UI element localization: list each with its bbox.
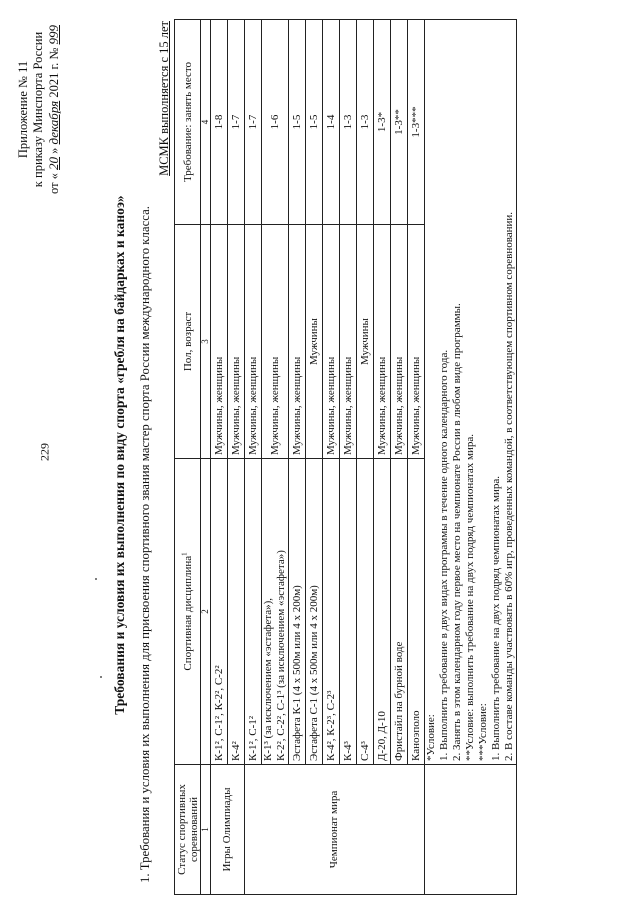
status-olympic-games: Игры Олимпиады: [211, 765, 245, 895]
note-line: 2. Занять в этом календарном году первое место на чемпионате России в любом виде программы.: [451, 303, 463, 761]
column-number-row: [201, 20, 211, 895]
place-cell: 1-3**: [391, 20, 408, 225]
document-title: Требования и условия их выполнения по виду спорта «гребля на байдарках и каноэ»: [112, 195, 127, 715]
requirements-table: [174, 19, 517, 895]
table-row: [228, 20, 245, 895]
place-cell: 1-3***: [408, 20, 425, 225]
appendix-number: Приложение № 11: [16, 60, 30, 159]
gender-cell: Мужчины, женщины: [211, 225, 228, 459]
notes-row: [425, 20, 517, 895]
gender-cell: Мужчины: [306, 225, 323, 459]
order-date-line: от « 20 » декабря 2021 г. № 999: [46, 25, 61, 195]
discipline-cell: Эстафета С-1 (4 х 500м или 4 х 200м): [306, 459, 323, 765]
table-row: [262, 20, 289, 895]
gender-cell: Мужчины, женщины: [408, 225, 425, 459]
header-status: Статус спортивных соревнований: [175, 765, 201, 895]
gender-cell: Мужчины, женщины: [323, 225, 340, 459]
table-row: [374, 20, 391, 895]
column-number: 2: [201, 459, 211, 765]
place-cell: 1-3: [340, 20, 357, 225]
place-cell: 1-4: [323, 20, 340, 225]
order-reference: к приказу Минспорта России: [31, 31, 45, 188]
header-requirement: Требование: занять место: [175, 20, 201, 225]
gender-cell: Мужчины, женщины: [262, 225, 289, 459]
note-line: 1. Выполнить требование на двух подряд чемпионатах мира.: [490, 475, 502, 761]
header-gender-age: Пол, возраст: [175, 225, 201, 459]
gender-cell: Мужчины, женщины: [289, 225, 306, 459]
note-line: **Условие: выполнить требование на двух подряд чемпионатах мира.: [464, 434, 476, 761]
section-title: 1. Требования и условия их выполнения для присвоения спортивного звания мастер спорта России международного класса.: [138, 206, 152, 883]
order-day: 20: [46, 156, 61, 170]
discipline-cell: Каноэполо: [408, 459, 425, 765]
table-row: [340, 20, 357, 895]
page-number: 229: [37, 443, 52, 461]
order-month: декабря: [46, 100, 61, 145]
place-cell: 1-5: [306, 20, 323, 225]
notes-left-cell: [425, 765, 517, 895]
gender-cell: Мужчины, женщины: [340, 225, 357, 459]
table-row: [289, 20, 306, 895]
table-row: [391, 20, 408, 895]
note-line: 1. Выполнить требование в двух видах программы в течение одного календарного года.: [438, 349, 450, 761]
column-number: 3: [201, 225, 211, 459]
note-line: ***Условие:: [477, 703, 489, 761]
place-cell: 1-7: [245, 20, 262, 225]
gender-cell: Мужчины: [357, 225, 374, 459]
place-cell: 1-3: [357, 20, 374, 225]
discipline-cell: К-1², С-1²: [245, 459, 262, 765]
place-cell: 1-7: [228, 20, 245, 225]
discipline-cell: К-4³: [340, 459, 357, 765]
discipline-cell: Д-20, Д-10: [374, 459, 391, 765]
gender-cell: Мужчины, женщины: [245, 225, 262, 459]
discipline-cell: К-1², С-1², К-2², С-2²: [211, 459, 228, 765]
gender-cell: Мужчины, женщины: [228, 225, 245, 459]
note-line: 2. В составе команды участвовать в 60% игр, проведенных командой, в соответствующем спортивном соревновании.: [503, 211, 515, 761]
table-row: [323, 20, 340, 895]
table-row: [306, 20, 323, 895]
gender-cell: Мужчины, женщины: [391, 225, 408, 459]
rotated-page: [10, 15, 630, 895]
discipline-cell: Фристайл на бурной воде: [391, 459, 408, 765]
column-number: 1: [201, 765, 211, 895]
place-cell: 1-5: [289, 20, 306, 225]
table-row: [245, 20, 262, 895]
header-discipline: Спортивная дисциплина$^1$: [175, 459, 201, 765]
discipline-cell: К-1³ (за исключением «эстафета»), К-2², С-2², С-1³ (за исключением «эстафета»): [262, 459, 289, 765]
appendix-header: [16, 25, 62, 194]
table-row: [211, 20, 228, 895]
order-number: 999: [46, 25, 61, 45]
msmk-age-note: МСМК выполняется с 15 лет: [157, 21, 171, 176]
discipline-cell: К-4²: [228, 459, 245, 765]
place-cell: 1-8: [211, 20, 228, 225]
place-cell: 1-6: [262, 20, 289, 225]
table-row: [408, 20, 425, 895]
discipline-cell: С-4³: [357, 459, 374, 765]
table-row: [357, 20, 374, 895]
place-cell: 1-3*: [374, 20, 391, 225]
column-number: 4: [201, 20, 211, 225]
discipline-cell: К-4², К-2³, С-2³: [323, 459, 340, 765]
gender-cell: Мужчины, женщины: [374, 225, 391, 459]
table-header-row: [175, 20, 201, 895]
notes-cell: [425, 20, 517, 765]
discipline-cell: Эстафета К-1 (4 х 500м или 4 х 200м): [289, 459, 306, 765]
status-world-championship: Чемпионат мира: [245, 765, 425, 895]
note-line: *Условие:: [425, 714, 437, 761]
